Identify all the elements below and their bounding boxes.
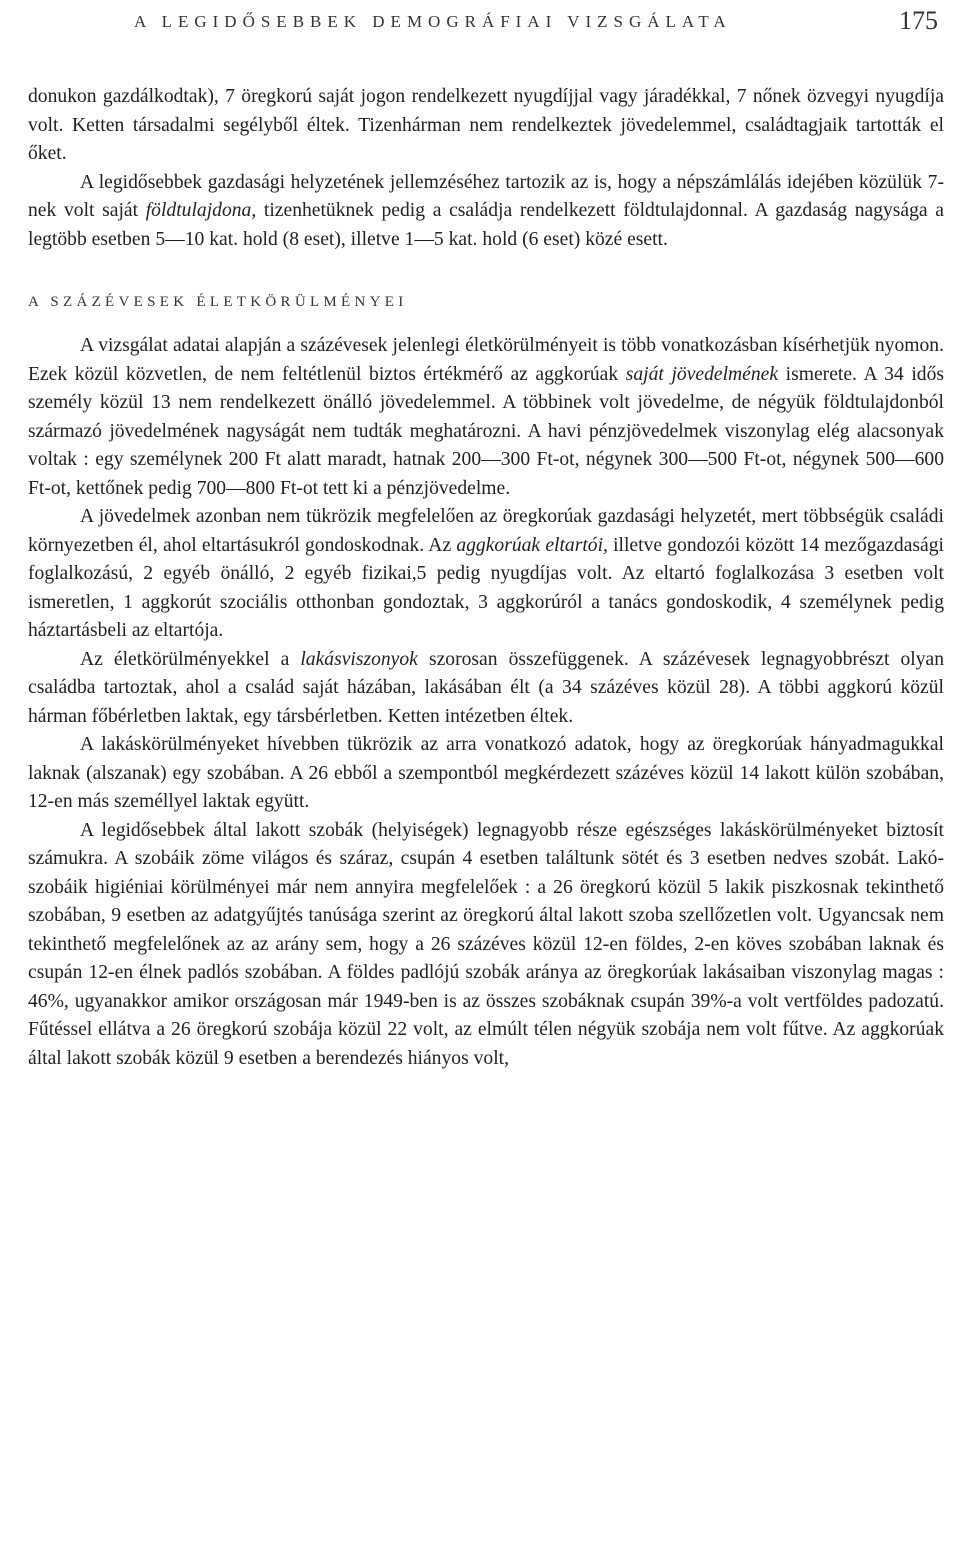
paragraph (28, 731, 944, 817)
paragraph (28, 169, 944, 255)
body-text (28, 83, 944, 1073)
section-heading: A SZÁZÉVESEK ÉLETKÖRÜLMÉNYEI (28, 294, 408, 310)
paragraph (28, 83, 944, 169)
text-run: A legidősebbek által lakott szobák (helyiségek) legnagyobb része egészséges lakáskörülményeket biztosít számukra. A szobáik zöme világos és száraz, csupán 4 esetben találtunk sötét és 3 esetben nedves szobát. Lakószobáik higiéniai körülményei már nem annyira megfelelőek : a 26 öregkorú közül 5 lakik piszkosnak tekinthető szobában, 9 esetben az adatgyűjtés tanúsága szerint az öregkorú által lakott szoba szellőzetlen volt. Ugyancsak nem tekinthető megfelelőnek az az arány sem, hogy a 26 százéves közül 12-en földes, 2-en köves szobában laknak és csupán 12-en élnek padlós szobában. A földes padlójú szobák aránya az öregkorúak lakásaiban viszonylag magas : 46%, ugyanakkor amikor országosan már 1949-ben is az összes szobáknak csupán 39%-a volt vertföldes padozatú. Fűtéssel ellátva a 26 öregkorú szobája közül 22 volt, az elmúlt télen négyük szobája nem volt fűtve. Az aggkorúak által lakott szobák közül 9 esetben a berendezés hiányos volt, (28, 819, 944, 1069)
intro-paragraphs (28, 83, 944, 254)
paragraph (28, 646, 944, 732)
paragraph (28, 503, 944, 646)
italic-term: aggkorúak eltartói, (456, 534, 608, 556)
italic-term: saját jövedelmének (625, 363, 779, 385)
paragraph (28, 332, 944, 503)
running-head: A LEGIDŐSEBBEK DEMOGRÁFIAI VIZSGÁLATA (134, 12, 732, 31)
italic-term: lakásviszonyok (300, 648, 418, 670)
section-paragraphs (28, 332, 944, 1073)
text-run: A lakáskörülményeket hívebben tükrözik az arra vonatkozó adatok, hogy az öregkorúak hányadmagukkal laknak (alszanak) egy szobában. A 26 ebből a szempontból megkérdezett százéves közül 14 lakott külön szobában, 12-en más személlyel laktak együtt. (28, 734, 944, 812)
text-run: szorosan összefüggenek. A százévesek legnagyobbrészt olyan családba tartoztak, ahol a család saját házában, lakásában élt (a 34 százéves közül 28). A többi aggkorú közül hárman főbérletben laktak, egy társbérletben. Ketten intézetben éltek. (28, 648, 945, 727)
text-run: A jövedelmek azonban nem tükrözik megfelelően az öregkorúak gazdasági helyzetét, mert többségük családi környezetben él, ahol eltartásukról gondoskodnak. Az (28, 506, 944, 556)
text-run: tizenhetüknek pedig a családja rendelkezett földtulajdonnal. A gazdaság nagysága a legtöbb esetben 5—10 kat. hold (8 eset), illetve 1—5 kat. hold (6 eset) közé esett. (28, 200, 944, 250)
text-run: ismerete. A 34 idős személy közül 13 nem rendelkezett önálló jövedelemmel. A többinek volt jövedelme, de négyük földtulajdonból származó jövedelmének nagyságát nem tudták meghatározni. A havi pénzjövedelmek viszonylag elég alacsonyak voltak : egy személynek 200 Ft alatt maradt, hatnak 200—300 Ft-ot, négynek 300—500 Ft-ot, négynek 500—600 Ft-ot, kettőnek pedig 700—800 Ft-ot tett ki a pénzjövedelme. (28, 363, 944, 499)
page-header (0, 0, 960, 60)
text-run: donukon gazdálkodtak), 7 öregkorú saját jogon rendelkezett nyugdíjjal vagy járadékkal, 7 nőnek özvegyi nyugdíja volt. Ketten társadalmi segélyből éltek. Tizenhárman nem rendelkeztek jövedelemmel, családtagjaik tartották el őket. (28, 86, 944, 164)
text-run: Az életkörülményekkel a (80, 648, 301, 670)
page-number: 175 (899, 6, 938, 35)
paragraph (28, 817, 944, 1074)
text-run: illetve gondozói között 14 mezőgazdasági foglalkozású, 2 egyéb önálló, 2 egyéb fizikai,5 pedig nyugdíjas volt. Az eltartó foglalkozása 3 esetben volt ismeretlen, 1 aggkorút szociális otthonban gondoztak, 3 aggkorúról a tanács gondoskodik, 4 személynek pedig háztartásbeli az eltartója. (28, 534, 944, 641)
text-run: A legidősebbek gazdasági helyzetének jellemzéséhez tartozik az is, hogy a népszámlálás idejében közülük 7-nek volt saját (28, 171, 944, 221)
text-run: A vizsgálat adatai alapján a százévesek jelenlegi életkörülményeit is több vonatkozásban kísérhetjük nyomon. Ezek közül közvetlen, de nem feltétlenül biztos értékmérő az aggkorúak (28, 335, 944, 385)
italic-term: földtulajdona, (145, 200, 257, 221)
